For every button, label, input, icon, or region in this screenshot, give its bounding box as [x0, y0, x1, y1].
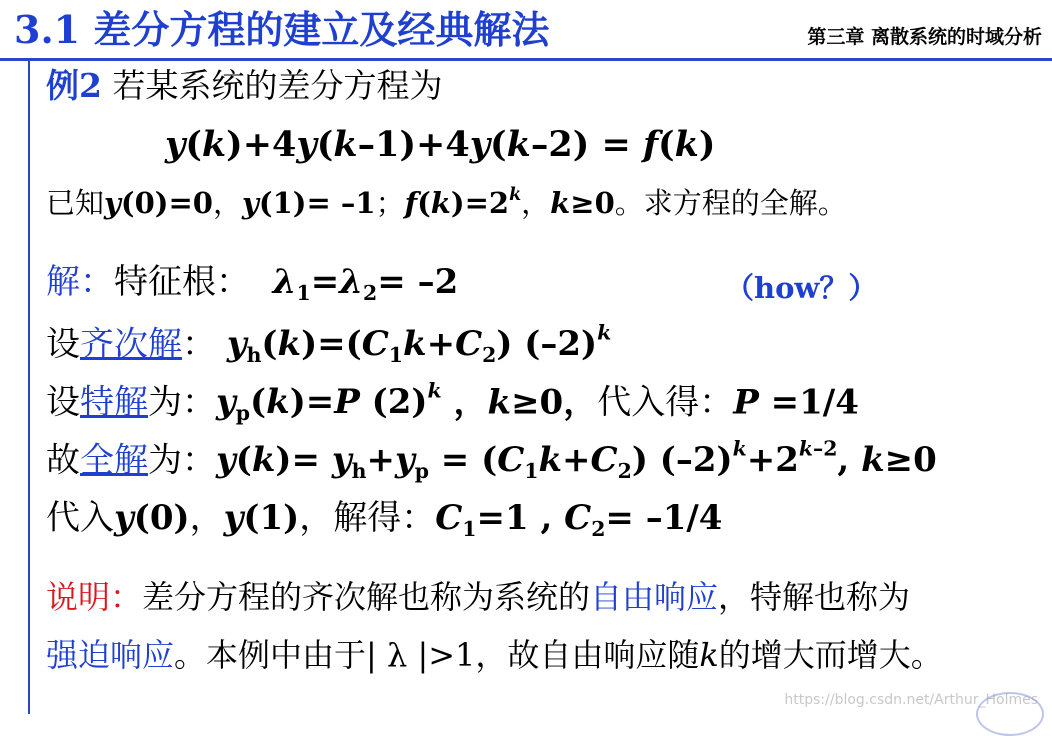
particular-result: P =1/4 — [733, 382, 859, 423]
term-forced-response: 强迫响应 — [46, 636, 175, 674]
abs-lambda: | λ |>1 — [366, 636, 476, 674]
example-text: 若某系统的差分方程为 — [112, 66, 443, 105]
homogeneous-line: 设齐次解： $y_h(k)=(C_1k+C_2)$ $(-2)^k$ — [46, 321, 612, 368]
example-label: 例2 — [46, 66, 102, 105]
initial-conditions: 已知y(0)=0，y(1)= –1；$f(k)=2^k$，k≥0。求方程的全解。 — [46, 185, 847, 221]
solution-line: 解：特征根： $\lambda_1=\lambda_2= -2$ — [46, 262, 459, 306]
full-solution-link[interactable]: 全解 — [80, 440, 148, 481]
difference-equation: y(k)+4y(k–1)+4y(k–2) = f(k) — [165, 124, 716, 165]
constants: $C_1=1$ , $C_2= -1/4$ — [435, 498, 723, 542]
homogeneous-expr: $y_h(k)=(C_1k+C_2)$ $(-2)^k$ — [226, 321, 612, 368]
note-label: 说明： — [46, 578, 143, 616]
note-line-2: 强迫响应。本例中由于| λ |>1，故自由响应随k的增大而增大。 — [46, 636, 943, 674]
full-solution-line: 故全解为：$y(k)= y_h+y_p = (C_1k+C_2)$ $(-2)^k+2^{k-2}$, k≥0 — [46, 437, 937, 484]
particular-line: 设特解为：$y_p(k)=P$ $(2)^k$ ，k≥0，代入得：P =1/4 — [46, 379, 859, 426]
range: k≥0 — [550, 186, 615, 221]
sub-y1: y(1) — [223, 498, 300, 538]
particular-link[interactable]: 特解 — [80, 382, 148, 423]
slide-title: 3.1 差分方程的建立及经典解法 — [14, 7, 550, 52]
characteristic-roots: $\lambda_1=\lambda_2= -2$ — [272, 262, 459, 306]
header-divider — [0, 58, 1052, 61]
slide-header — [0, 0, 1052, 62]
sub-y0: y(0) — [114, 498, 190, 538]
solution-label: 解 — [46, 262, 80, 302]
particular-expr: $y_p(k)=P$ $(2)^k$ — [216, 379, 442, 426]
example-line — [46, 68, 442, 104]
how-note: （how？） — [725, 271, 878, 305]
homogeneous-link[interactable]: 齐次解 — [80, 324, 182, 365]
watermark: https://blog.csdn.net/Arthur_Holmes — [784, 692, 1038, 708]
cond-y1: y(1)= –1 — [242, 186, 376, 221]
term-free-response: 自由响应 — [590, 578, 719, 616]
var-k: k — [699, 636, 719, 674]
full-solution-expr: $y(k)= y_h+y_p = (C_1k+C_2)$ $(-2)^k+2^{k-2}$, k≥0 — [216, 437, 937, 484]
substitute-line: 代入y(0)，y(1)，解得：$C_1=1$ , $C_2= -1/4$ — [46, 498, 723, 542]
chapter-label: 第三章 离散系统的时域分析 — [807, 26, 1042, 48]
seal-mark — [976, 692, 1044, 736]
side-divider — [28, 61, 30, 714]
note-line-1: 说明：差分方程的齐次解也称为系统的自由响应，特解也称为 — [46, 578, 911, 616]
excitation: $f(k)=2^k$ — [404, 185, 522, 221]
cond-y0: y(0)=0 — [104, 186, 213, 221]
